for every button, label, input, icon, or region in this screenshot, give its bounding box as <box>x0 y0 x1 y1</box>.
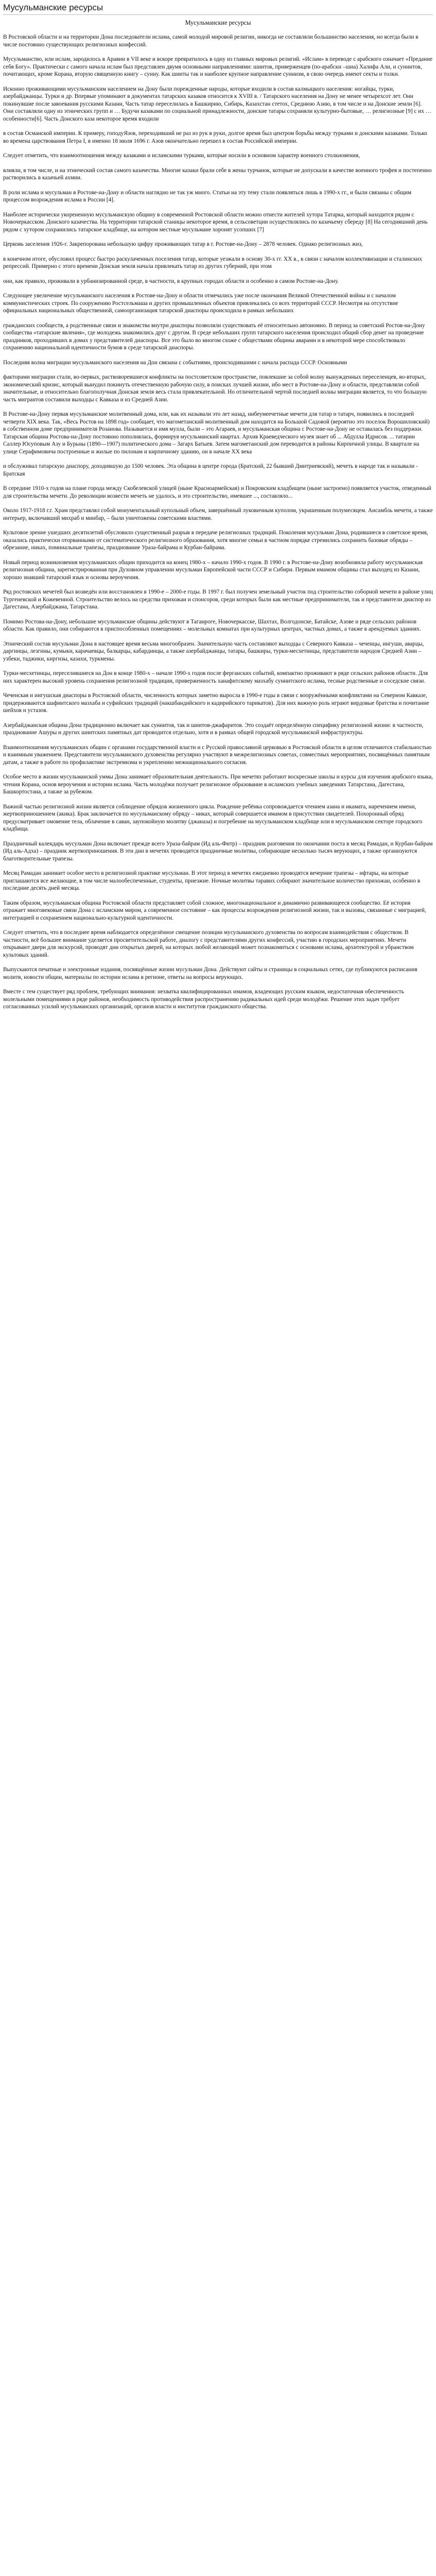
article-paragraph: В роли ислама и мусульман в Ростове-на-Дону и области наглядно не так уж много. Статьи на эту тему стали появляться лишь в 1990-х гг., и были связаны с общим процессом возрождения ислама в России [4]. <box>3 189 412 203</box>
article-paragraph: Мусульманство, или ислам, зародилось в Аравии в VII веке и вскоре превратилось в одну из главных мировых религий. «Ислам» в переводе с арабского означает «Предание себя Богу». Практически с самого начала ислам был представлен двумя основными направлениями: шиитов, приверженцев (по-арабски –шиа) Халифа Али, и суннитов, почитающих, кроме Корана, вторую священную книгу – сунну. Как шииты так и наиболее крупное направление суннизм, в свою очередь имеют секты и толки. <box>3 56 433 77</box>
page <box>0 0 436 1011</box>
article-paragraph: Следующее увеличение мусульманского населения в Ростове-на-Дону и области отмечались уже после окончания Великой Отечественной войны и с началом коммунистических строек. По сооружению Ростсельмаша и других промышленных объектов привлекались со всех территорий СССР. Несмотря на отсутствие официальных национальных общественной, самоорганизация татарской диаспоры происходила в рамках небольших <box>3 293 398 314</box>
article-paragraph: Последняя волна миграции мусульманского населения на Дон связана с событиями, происходившими с начала распада СССР. Основными <box>3 359 347 366</box>
article-paragraph: Помимо Ростова-на-Дону, небольшие мусульманские общины действуют в Таганроге, Новочеркасске, Шахтах, Волгодонске, Батайске, Азове и ряде сельских районов области. Как правило, они собираются в приспособленных помещениях – молельных комнатах при культурных центрах, частных домах, а также в арендуемых зданиях. <box>3 618 421 632</box>
article-paragraph: Месяц Рамадан занимает особое место в религиозной практике мусульман. В этот период в мечетях ежедневно проводятся вечерние трапезы – ифтары, на которые приглашаются все желающие, в том числе малообеспеченные, студенты, приезжие. Ночные молитвы таравих собирают значительное количество прихожан, особенно в последние десять дней месяца. <box>3 870 421 891</box>
article-paragraph: В середине 1910-х годов на плане города между Скобелевской улицей (ныне Красноармейская) и Покровским кладбищем (ныне застроено) появляется участок, отведенный для строительства мечети. До революции возвести мечеть не удалось, и это строительство, имевшее ..., составляло... <box>3 485 431 499</box>
article-paragraph: Церковь заселения 1926-г. Закрепорована небольшую цифру проживающих татар в г. Ростове-на-Дону – 2878 человек. Однако религиозных жиз, <box>3 241 363 247</box>
page-title: Мусульманские ресурсы <box>3 2 433 15</box>
article-paragraph: Исконно проживающими мусульманским населением на Дону были порежденные народы, которые входили в состав калмыцкого населения: ногайцы, турки, азербайджанцы. Турки и др. Впервые упоминают в документах татарских казаков относится к XVIII в. / Татарского населения на Дону не менее четырехсот лет. Они покинувшие после завоевания русскими Казани, Часть татар переселилась в Башкирию, Сибирь, Казахстан стетох, Среднюю Азию, в том числе и на Донские земли [6]. Они составляли одну из этнических групп и … Будучи казаками по социальной принадлежности, донские татары сохраняли культурно-бытовые, … религиозные [9] с их … особенности[6]. Часть Донского каза некоторое время входили <box>3 86 432 122</box>
article-paragraph: в состав Османской империи. К примеру, гоподуЯзов, переходивший не раз из рук в руки, долгое время был центром борьбы между турками и донскими казаками. Только во времена царствования Петра I, в именно 18 июля 1696 г. Азов окончательно перешел в состав Российской империи. <box>3 130 427 144</box>
article-paragraph: Турки-месхетинцы, переселившиеся на Дон в конце 1980-х – начале 1990-х годов после ферганских событий, компактно проживают в ряде сельских районов области. Для них характерен высокий уровень сохранения религиозной традиции, приверженность ханафитскому мазхабу суннитского ислама, тесные родственные и соседские связи. <box>3 670 428 684</box>
article-paragraph: Выпускаются печатные и электронные издания, посвящённые жизни мусульман Дона. Действуют сайты и страницы в социальных сетях, где публикуются расписания молитв, новости общин, материалы по истории ислама в регионе, ответы на вопросы верующих. <box>3 967 417 980</box>
article-paragraph: в конечном итоге, обусловил процесс быстро раскулаченных поселения татар, которые уезжали в основу 30-х гг. XX в., в связи с началом коллективизации и сталинских репрессий. Примерно с этого времени Донская земля начала привлекать татар из других губерний, при этом <box>3 256 423 269</box>
article-paragraph: Праздничный календарь мусульман Дона включает прежде всего Ураза-байрам (Ид аль-Фитр) – праздник разговения по окончании поста в месяц Рамадан, и Курбан-байрам (Ид аль-Адха) – праздник жертвоприношения. В эти дни в мечетях проводятся праздничные молитвы, собирающие несколько тысяч верующих, а также организуются благотворительные трапезы. <box>3 840 433 862</box>
article-paragraph: и обслуживал татарскую диаспору, доходившую до 1500 человек. Эта община в центре города (Братский, 22 бывший Дмитриевский), мечеть в народе так и называли - Братская <box>3 463 418 477</box>
article-paragraph: Новый период возникновения мусульманских общин приходится на конец 1980-х – начало 1990-х годов. В 1990 г. в Ростове-на-Дону возобновила работу мусульманская религиозная община, зарегистрированная при Духовном управлении мусульман Европейской части СССР и Сибири. Первым имамом общины стал выходец из Казани, хорошо знавший татарский язык и основы вероучения. <box>3 559 423 581</box>
article-paragraph: факторами миграции стали, во-первых, раствоворевшиеся конфликты на постсоветском пространстве, повлекшие за собой волну вынужденных переселенцев, во-вторых, экономический кризис, который вынудил покинуть отечественную рабочую силу, в поисках лучшей жизни, ибо мест в Ростове-на-Дону и области, представляли собой значительные, и относительно благополучная Донская земля весь стала привлекательной. Но отличительной чертой последней волны миграции является, то что большую часть мигрантов составили выходцы с Кавказа и из Средней Азии. <box>3 374 427 403</box>
article-paragraph: Азербайджанская община Дона традиционно включает как суннитов, так и шиитов-джафаритов. Это создаёт определённую специфику религиозной жизни: в частности, празднование Ашуры и других шиитских памятных дат проводится отдельно, хотя и в рамках общей городской мусульманской инфраструктуры. <box>3 722 424 736</box>
article-paragraph: влияли, в том числе, и на этнический состав самого казачества. Многие казаки брали себе в жены турчанок, которые не допускали в качестве военного трофея и постепенно растворились в казачьей ахмии. <box>3 167 432 181</box>
article-paragraph: Следует отметить, что взаимоотношения между казаками и исламскими турками, которые носили в основном характер военного столкновения, <box>3 152 360 159</box>
article-paragraph: Следует отметить, что в последнее время наблюдается определённое смещение позиции мусульманского духовенства по вопросам взаимодействия с обществом. В частности, всё большее внимание уделяется просветительской работе, диалогу с представителями других конфессий, участию в городских мероприятиях. Мечети открывают двери для экскурсий, проводят дни открытых дверей, на которых любой желающий может познакомиться с основами ислама, архитектурой и убранством культовых зданий. <box>3 929 414 958</box>
article-paragraph: Ряд ростовских мечетей был возведён или восстановлен в 1990-е – 2000-е годы. В 1997 г. был получен земельный участок под строительство соборной мечети в районе улиц Тургеневской и Кожевенной. Строительство велось на средства прихожан и спонсоров, среди которых были как местные предприниматели, так и представители диаспор из Дагестана, Азербайджана, Татарстана. <box>3 589 433 610</box>
article-paragraph: Взаимоотношения мусульманских общин с органами государственной власти и с Русской православной церковью в Ростовской области в целом отличаются стабильностью и взаимным уважением. Представители мусульманского духовенства регулярно участвуют в межрелигиозных советах, совместных мероприятиях, посвящённых памятным датам, а также в работе по профилактике экстремизма и укреплению межнационального согласия. <box>3 744 432 766</box>
article-body <box>3 33 433 1011</box>
article-paragraph: гражданских сообществ, а родственные связи и знакомства внутри диаспоры позволяли существовать её относительно автономно. В период за советский Ростов-на-Дону сообщества «татарские явления», где молодежь знакомились друг с другом. В среде небольших групп татарского населения происходил общий сбор денег на проведение праздников, проходивших в домах у представителей диаспоры. Все это было во многом схоже с обществами общины аварами и в некоторой мере способствовало сохранению национальной идентичности бумов в среде татарской диаспоры. <box>3 322 425 351</box>
article-paragraph: Этнический состав мусульман Дона в настоящее время весьма многообразен. Значительную часть составляют выходцы с Северного Кавказа – чеченцы, ингуши, аварцы, даргинцы, лезгины, кумыки, карачаевцы, балкарцы, кабардинцы, а также азербайджанцы, татары, башкиры, турки-месхетинцы, представители народов Средней Азии – узбеки, таджики, киргизы, казахи, туркмены. <box>3 640 424 662</box>
article-paragraph: В Ростовской области и на территории Дона последователи ислама, самой молодой мировой религии, никогда не составляли большинство населения, но всегда были в числе постоянно существующих религиозных конфессий. <box>3 34 418 48</box>
article-paragraph: Особое место в жизни мусульманской уммы Дона занимает образовательная деятельность. При мечетях работают воскресные школы и курсы для изучения арабского языка, чтения Корана, основ вероучения и истории ислама. Часть молодёжи получает религиозное образование в исламских учебных заведениях Татарстана, Дагестана, Башкортостана, а также за рубежом. <box>3 774 433 795</box>
article-paragraph: они, как правило, проживали в урбанизированной среде, в частности, в крупных городах области и особенно в самом Ростове-на-Дону. <box>3 278 339 284</box>
article-paragraph: Чеченская и ингушская диаспоры в Ростовской области, численность которых заметно выросла в 1990-е годы в связи с вооружёнными конфликтами на Северном Кавказе, придерживаются шафиитского мазхаба и суфийских традиций (накшбандийского и кадирийского тарикатов). Для них важную роль играют вирдовые братства и почитание шейхов и устазов. <box>3 692 429 714</box>
article-paragraph: Вместе с тем существует ряд проблем, требующих внимания: нехватка квалифицированных имамов, владеющих русским языком, недостаточная обеспеченность молельными помещениями в ряде районов, необходимость противодействия распространению радикальных идей среди молодёжи. Решение этих задач требует согласованных усилий мусульманских организаций, органов власти и институтов гражданского общества. <box>3 989 404 1010</box>
article-paragraph: Культовое зрение ушедших десятилетий обусловило существенный разрыв в передаче религиозных традиций. Поколения мусульман Дона, родившиеся в советское время, оказались практически оторванными от систематического религиозного образования, хотя многие семьи в частном порядке стремились сохранить базовые обряды – обрезание, никах, поминальные трапезы, празднование Ураза-байрама и Курбан-байрама. <box>3 530 428 551</box>
article-paragraph: Наиболее исторически укорененную мусульманскую общину в современной Ростовской области можно отнести жителей хутора Татарка, который находится рядом с Новочеркасском. Донского казачества. На территории татарской станицы некоторое время, в сельсоветции осуществлялись по казачьему сбереду [8] На сегодняшний день рядом с хутором сохранились татарское кладбище, на котором местные мусульмане хоронят усопших [7] <box>3 211 428 233</box>
article-paragraph: Таким образом, мусульманская община Ростовской области представляет собой сложное, многонациональное и динамично развивающееся сообщество. Её история отражает многовековые связи Дона с исламским миром, а современное состояние – как процессы возрождения религиозной жизни, так и вызовы, связанные с миграцией, интеграцией и сохранением национально-культурной идентичности. <box>3 900 426 921</box>
article-title: Мусульманские ресурсы <box>185 19 251 26</box>
article-paragraph: В Ростове-на-Дону первая мусульманские молитвенный дома, или, как их называли это лет назад, нибеумеечетные мечети для татар и татарч, появились в последней четверти XIX века. Так, «Весь Ростов на 1898 год» сообщает, что магометанский молитвенный дом находится на Большой Садовой (вероятно это поселок Ворошиловский) в собственном доме предпринимателя Розанова. Называется и имя мулла, были – это Агараев, и мусульманская община с Ростове-на-Дону не оставалась без поддержки. Татарская община Ростова-на-Дону постоянно пополнялась, формируя мусульманский квартал. Архив Краеведческого музея знает об ... Абдулла Идрисов. ... татарин Саллер Юсуповым Азу и Бурьны (1890—1907) политического дома – Загарх Батыев. Затем магометанский дом переводится в районы Кирпичной улицы. В квартале на улице Серафимовича построенные и жилые по пилонам и кирпичному зданию, он в начале XX века <box>3 411 430 455</box>
article-paragraph: Важной частью религиозной жизни является соблюдение обрядов жизненного цикла. Рождение ребёнка сопровождается чтением азана и икамата, наречением имени, жертвоприношением (акика). Брак заключается по мусульманскому обряду – никах, который совершается имамом в присутствии свидетелей. Похоронный обряд предусматривает омовение тела, облачение в саван, заупокойную молитву (джаназа) и погребение на мусульманском кладбище или в мусульманском секторе городского кладбища. <box>3 803 423 832</box>
article-paragraph: Около 1917-1918 г.г. Храм представлял собой монументальный купольный объем, завершённый луковичным куполом, украшенным полумесяцем. Ансамбль мечети, а также интерьер, включавший михраб и минбар, – были уничтожены советскими властями. <box>3 507 433 521</box>
